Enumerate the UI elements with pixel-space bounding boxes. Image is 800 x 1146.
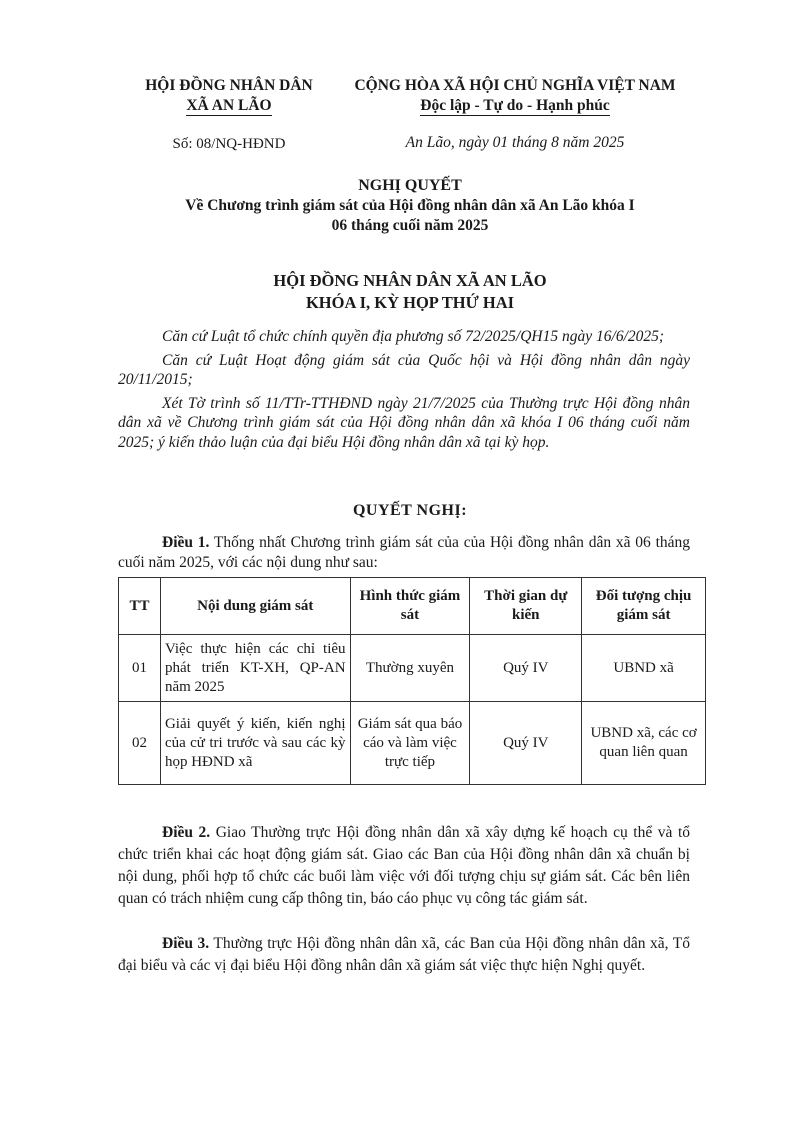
place-and-date: An Lão, ngày 01 tháng 8 năm 2025	[405, 134, 625, 151]
council-session: KHÓA I, KỲ HỌP THỨ HAI	[305, 293, 515, 312]
cell-subject: UBND xã	[582, 635, 706, 702]
cell-time: Quý IV	[470, 635, 582, 702]
issuing-body-line1: HỘI ĐỒNG NHÂN DÂN	[145, 77, 313, 94]
council-heading	[80, 270, 740, 314]
national-motto	[340, 76, 690, 116]
article-1-label: Điều 1.	[162, 534, 210, 551]
column-header-content: Nội dung giám sát	[160, 578, 350, 635]
article-1-text: Thống nhất Chương trình giám sát của của Hội đồng nhân dân xã 06 tháng cuối năm 2025, với các nội dung như sau:	[118, 534, 690, 571]
cell-time: Quý IV	[470, 702, 582, 785]
council-name: HỘI ĐỒNG NHÂN DÂN XÃ AN LÃO	[273, 271, 547, 290]
article-3-text: Thường trực Hội đồng nhân dân xã, các Ban của Hội đồng nhân dân xã, Tổ đại biểu và các vị đại biểu Hội đồng nhân dân xã giám sát việc thực hiện Nghị quyết.	[118, 935, 690, 974]
column-header-time: Thời gian dự kiến	[470, 578, 582, 635]
cell-subject: UBND xã, các cơ quan liên quan	[582, 702, 706, 785]
article-2	[118, 822, 690, 910]
decision-heading: QUYẾT NGHỊ:	[352, 502, 468, 519]
cell-tt: 01	[119, 635, 161, 702]
cell-tt: 02	[119, 702, 161, 785]
national-motto-line: Độc lập - Tự do - Hạnh phúc	[420, 97, 610, 114]
article-2-text: Giao Thường trực Hội đồng nhân dân xã xây dựng kế hoạch cụ thể và tổ chức triển khai các hoạt động giám sát. Giao các Ban của Hội đồng nhân dân xã chuẩn bị nội dung, phối hợp tổ chức các buổi làm việc với đối tượng chịu sự giám sát. Các bên liên quan có trách nhiệm cung cấp thông tin, báo cáo phục vụ công tác giám sát.	[118, 824, 690, 907]
table-header-row	[119, 578, 706, 635]
issuing-body	[118, 76, 340, 116]
cell-content: Việc thực hiện các chỉ tiêu phát triển KT-XH, QP-AN năm 2025	[160, 635, 350, 702]
cell-form: Giám sát qua báo cáo và làm việc trực tiếp	[350, 702, 470, 785]
legal-basis	[118, 327, 690, 456]
table-row	[119, 635, 706, 702]
legal-basis-item: Căn cứ Luật tổ chức chính quyền địa phương số 72/2025/QH15 ngày 16/6/2025;	[162, 328, 665, 345]
cell-form: Thường xuyên	[350, 635, 470, 702]
article-2-label: Điều 2.	[162, 824, 211, 841]
table-row	[119, 702, 706, 785]
article-3	[118, 933, 690, 977]
legal-basis-item: Xét Tờ trình số 11/TTr-TTHĐND ngày 21/7/2025 của Thường trực Hội đồng nhân dân xã về Chương trình giám sát của Hội đồng nhân dân xã khóa I 06 tháng cuối năm 2025; ý kiến thảo luận của đại biểu Hội đồng nhân dân xã tại kỳ họp.	[118, 394, 690, 451]
column-header-tt: TT	[119, 578, 161, 635]
document-title	[80, 176, 740, 236]
document-type: NGHỊ QUYẾT	[358, 177, 462, 194]
article-3-label: Điều 3.	[162, 935, 210, 952]
national-title: CỘNG HÒA XÃ HỘI CHỦ NGHĨA VIỆT NAM	[354, 77, 676, 94]
column-header-form: Hình thức giám sát	[350, 578, 470, 635]
column-header-subject: Đối tượng chịu giám sát	[582, 578, 706, 635]
document-subject-line1: Về Chương trình giám sát của Hội đồng nhân dân xã An Lão khóa I	[185, 197, 635, 214]
document-subject-line2: 06 tháng cuối năm 2025	[331, 217, 489, 234]
supervision-program-table	[118, 577, 706, 785]
legal-basis-item: Căn cứ Luật Hoạt động giám sát của Quốc hội và Hội đồng nhân dân ngày 20/11/2015;	[118, 351, 690, 388]
cell-content: Giải quyết ý kiến, kiến nghị của cử tri trước và sau các kỳ họp HĐND xã	[160, 702, 350, 785]
article-1	[118, 533, 690, 573]
issuing-body-line2: XÃ AN LÃO	[186, 97, 272, 114]
document-number: Số: 08/NQ-HĐND	[172, 136, 286, 152]
